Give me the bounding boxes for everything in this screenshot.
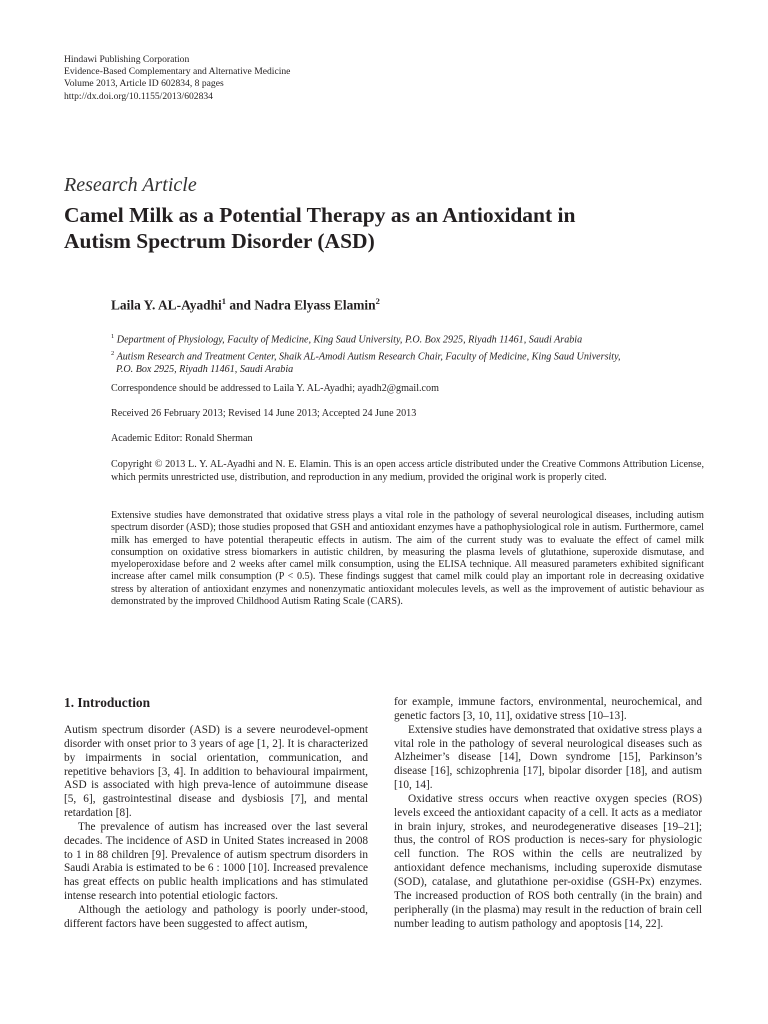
correspondence-note: Correspondence should be addressed to Laila Y. AL-Ayadhi; ayadh2@gmail.com [111, 383, 439, 394]
affiliation-1-marker: 1 [111, 333, 115, 340]
intro-paragraph-2: The prevalence of autism has increased over the last several decades. The incidence of ASD in United States increased in 2008 to 1 in 88 children [9]. Prevalence of autism spectrum disorders in Saudi Arabia is estimated to be 6 : 1000 [10]. Increased prevalence has great effects on public health implications and has stimulated intense research into potential etiologic factors. [64, 820, 368, 903]
intro-paragraph-3-continued: for example, immune factors, environmental, neurochemical, and genetic factors [3, 10, 11], oxidative stress [10–13]. [394, 696, 702, 722]
publisher-name: Hindawi Publishing Corporation [64, 54, 190, 65]
intro-paragraph-1: Autism spectrum disorder (ASD) is a severe neurodevel-opment disorder with onset prior to 3 years of age [1, 2]. It is characterized by impairments in social orientation, communication, and repetitive behaviors [3, 4]. In addition to behavioural impairment, ASD is associated with high preva-lence of autoimmune disease [5, 6], gastrointestinal disease and dysbiosis [7], and mental retardation [8]. [64, 724, 368, 820]
right-column [394, 696, 702, 931]
intro-paragraph-5: Oxidative stress occurs when reactive oxygen species (ROS) levels exceed the antioxidant capacity of a cell. It acts as a mediator in brain injury, strokes, and neurodegenerative diseases [19–21]; thus, the control of ROS production is neces-sary for physiologic cell function. The ROS within the cells are neutralized by antioxidant defence mechanisms, including superoxide dismutase (SOD), catalase, and glutathione per-oxidise (GSH-Px) enzymes. The increased production of ROS both centrally (in the brain) and peripherally (in the plasma) may result in the reduction of brain cell number leading to autism pathology and apoptosis [14, 22]. [394, 792, 702, 930]
academic-editor: Academic Editor: Ronald Sherman [111, 433, 253, 444]
journal-name: Evidence-Based Complementary and Alternative Medicine [64, 66, 291, 78]
author-1-affil-marker: 1 [221, 296, 227, 306]
affiliation-1-text: Department of Physiology, Faculty of Medicine, King Saud University, P.O. Box 2925, Riyadh 11461, Saudi Arabia [114, 334, 583, 346]
affiliations [111, 330, 711, 377]
abstract: Extensive studies have demonstrated that oxidative stress plays a vital role in the pathology of several neurological diseases, including autism spectrum disorder (ASD); those studies proposed that GSH and antioxidant enzymes have a pathophysiological role in autism. Furthermore, camel milk has emerged to have potential therapeutic effects in autism. The aim of the current study was to evaluate the effect of camel milk consumption on oxidative stress biomarkers in autistic children, by measuring the plasma levels of glutathione, superoxide dismutase, and myeloperoxidase before and 2 weeks after camel milk consumption, using the ELISA technique. All measured parameters exhibited significant increase after camel milk consumption (P < 0.5). These findings suggest that camel milk could play an important role in decreasing oxidative stress by alteration of antioxidant enzymes and nonenzymatic antioxidant molecules levels, as well as the improvement of autistic behaviour as demonstrated by the improved Childhood Autism Rating Scale (CARS). [111, 510, 704, 608]
publication-dates: Received 26 February 2013; Revised 14 June 2013; Accepted 24 June 2013 [111, 408, 417, 419]
author-2-affil-marker: 2 [375, 296, 380, 306]
intro-paragraph-3: Although the aetiology and pathology is poorly under-stood, different factors have been suggested to affect autism, [64, 903, 368, 930]
article-type: Research Article [64, 174, 197, 196]
affiliation-2 [111, 347, 711, 364]
affiliation-2-text-line-1: Autism Research and Treatment Center, Shaik AL-Amodi Autism Research Chair, Faculty of Medicine, King Saud University, [114, 351, 621, 363]
affiliation-1 [111, 330, 711, 347]
affiliation-2-marker: 2 [111, 349, 115, 357]
title-line-2: Autism Spectrum Disorder (ASD) [64, 229, 375, 253]
left-column [64, 724, 368, 932]
section-heading-introduction: 1. Introduction [64, 695, 151, 710]
author-list [111, 296, 380, 313]
volume-info: Volume 2013, Article ID 602834, 8 pages [64, 78, 224, 90]
journal-masthead [64, 54, 290, 103]
article-title [64, 202, 704, 254]
intro-paragraph-4: Extensive studies have demonstrated that oxidative stress plays a vital role in the pathology of several neurological diseases such as Alzheimer’s disease [14], Down syndrome [15], Parkinson’s disease [16], schizophrenia [17], bipolar disorder [18], and autism [10, 14]. [394, 723, 702, 792]
author-1: Laila Y. AL-Ayadhi [111, 297, 222, 313]
copyright-notice: Copyright © 2013 L. Y. AL-Ayadhi and N. E. Elamin. This is an open access article distributed under the Creative Commons Attribution License, which permits unrestricted use, distribution, and reproduction in any medium, provided the original work is properly cited. [111, 459, 704, 483]
title-line-1: Camel Milk as a Potential Therapy as an Antioxidant in [64, 203, 576, 227]
affiliation-2-text-line-2: P.O. Box 2925, Riyadh 11461, Saudi Arabia [116, 364, 294, 376]
author-2: Nadra Elyass Elamin [254, 297, 376, 313]
doi-link[interactable]: http://dx.doi.org/10.1155/2013/602834 [64, 90, 213, 102]
author-conjunction: and [226, 297, 255, 313]
